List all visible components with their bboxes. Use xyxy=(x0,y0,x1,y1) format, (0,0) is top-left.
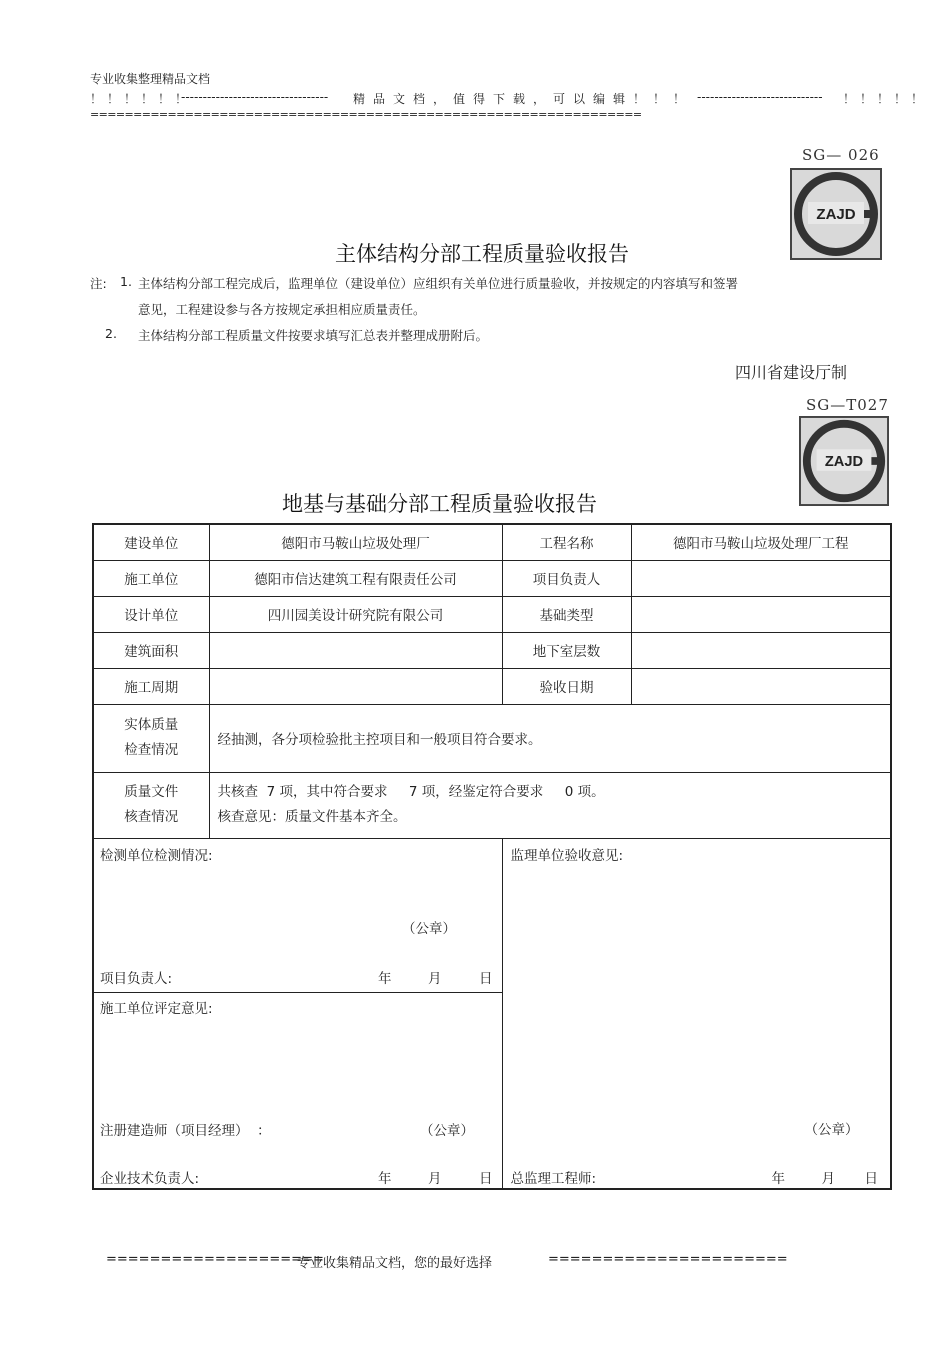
value-project-name: 德阳市马鞍山垃圾处理厂工程 xyxy=(631,524,891,560)
label-acceptance-date: 验收日期 xyxy=(502,668,631,704)
test-unit-person: 项目负责人: xyxy=(100,970,173,987)
logo-text: ZAJD xyxy=(824,453,864,470)
table-row xyxy=(93,560,891,596)
value-entity-quality: 经抽测，各分项检验批主控项目和一般项目符合要求。 xyxy=(209,704,891,772)
header-slogan: 精品文档，值得下载，可以编辑！！！ xyxy=(353,92,694,106)
supervise-cell xyxy=(502,838,891,1189)
construct-unit-month: 月 xyxy=(428,1170,442,1187)
label-construction-period: 施工周期 xyxy=(93,668,209,704)
label-entity-quality-b: 检查情况 xyxy=(124,742,179,758)
value-owner: 德阳市马鞍山垃圾处理厂 xyxy=(209,524,502,560)
value-project-lead xyxy=(631,560,891,596)
zajd-logo-1 xyxy=(786,146,886,262)
logo-code: SG— 026 xyxy=(802,146,880,164)
table-row xyxy=(93,704,891,772)
value-foundation-type xyxy=(631,596,891,632)
logo-text: ZAJD xyxy=(816,206,856,223)
table-row xyxy=(93,596,891,632)
supervise-day: 日 xyxy=(864,1170,878,1187)
label-owner: 建设单位 xyxy=(93,524,209,560)
construct-unit-tech: 企业技术负责人: xyxy=(100,1170,200,1187)
construct-unit-engineer: 注册建造师（项目经理） ： xyxy=(100,1122,271,1139)
test-unit-seal: （公章） xyxy=(402,920,456,937)
table-row xyxy=(93,632,891,668)
acceptance-form-table xyxy=(92,523,892,1190)
construct-unit-title: 施工单位评定意见: xyxy=(100,1000,213,1017)
value-designer: 四川园美设计研究院有限公司 xyxy=(209,596,502,632)
label-basement-floors: 地下室层数 xyxy=(502,632,631,668)
note1-line1: 主体结构分部工程完成后，监理单位（建设单位）应组织有关单位进行质量验收，并按规定的内容填写和签署 xyxy=(138,276,739,291)
note1-num: 1. xyxy=(120,274,132,289)
header-exclaim-left: ！！！！！！ xyxy=(90,92,193,106)
note2-num: 2. xyxy=(105,326,117,341)
publisher: 四川省建设厅制 xyxy=(735,363,848,382)
table-row xyxy=(93,838,891,992)
title-main-structure: 主体结构分部工程质量验收报告 xyxy=(335,242,629,266)
header-rule: ================================================================ xyxy=(90,108,642,121)
zajd-g-icon xyxy=(790,168,882,260)
footer-rule-left: ==================== xyxy=(106,1252,324,1267)
construct-unit-seal: （公章） xyxy=(420,1122,474,1139)
value-basement-floors xyxy=(631,632,891,668)
logo-code: SG—T027 xyxy=(806,396,889,414)
value-floor-area xyxy=(209,632,502,668)
construct-unit-cell xyxy=(93,992,502,1189)
construct-unit-day: 日 xyxy=(479,1170,493,1187)
label-designer: 设计单位 xyxy=(93,596,209,632)
header-dashes-right: ----------------------------- xyxy=(697,90,823,104)
header-line1: 专业收集整理精品文档 xyxy=(90,72,211,86)
supervise-month: 月 xyxy=(821,1170,835,1187)
zajd-logo-2 xyxy=(796,396,892,508)
value-doc-check xyxy=(209,772,891,838)
supervise-year: 年 xyxy=(771,1170,785,1187)
value-contractor: 德阳市信达建筑工程有限责任公司 xyxy=(209,560,502,596)
supervise-chief: 总监理工程师: xyxy=(510,1170,597,1187)
construct-unit-year: 年 xyxy=(378,1170,392,1187)
note1-line2: 意见，工程建设参与各方按规定承担相应质量责任。 xyxy=(138,302,426,317)
label-doc-check xyxy=(93,772,209,838)
footer-rule-right: ====================== xyxy=(548,1252,788,1267)
test-unit-year: 年 xyxy=(378,970,392,987)
header-dashes-left: ---------------------------------- xyxy=(181,90,329,104)
note-prefix: 注: xyxy=(90,276,107,291)
label-project-lead: 项目负责人 xyxy=(502,560,631,596)
doc-check-counts: 共核查 7 项，其中符合要求 7 项，经鉴定符合要求 0 项。 xyxy=(217,784,605,800)
title-foundation: 地基与基础分部工程质量验收报告 xyxy=(282,492,597,516)
zajd-g-icon xyxy=(799,416,889,506)
label-doc-check-b: 核查情况 xyxy=(124,809,179,825)
supervise-title: 监理单位验收意见: xyxy=(510,847,624,864)
label-entity-quality-a: 实体质量 xyxy=(124,717,179,733)
label-floor-area: 建筑面积 xyxy=(93,632,209,668)
label-doc-check-a: 质量文件 xyxy=(124,784,179,800)
label-contractor: 施工单位 xyxy=(93,560,209,596)
test-unit-title: 检测单位检测情况: xyxy=(100,847,213,864)
test-unit-cell xyxy=(93,838,502,992)
doc-check-opinion: 核查意见：质量文件基本齐全。 xyxy=(217,809,407,825)
header-exclaim-right: ！！！！！ xyxy=(843,92,929,106)
value-construction-period xyxy=(209,668,502,704)
table-row xyxy=(93,668,891,704)
table-row xyxy=(93,524,891,560)
label-entity-quality xyxy=(93,704,209,772)
value-acceptance-date xyxy=(631,668,891,704)
note2-text: 主体结构分部工程质量文件按要求填写汇总表并整理成册附后。 xyxy=(138,328,489,343)
label-project-name: 工程名称 xyxy=(502,524,631,560)
test-unit-month: 月 xyxy=(428,970,442,987)
label-foundation-type: 基础类型 xyxy=(502,596,631,632)
test-unit-day: 日 xyxy=(479,970,493,987)
table-row xyxy=(93,772,891,838)
footer-text: 专业收集精品文档，您的最好选择 xyxy=(297,1256,493,1271)
supervise-seal: （公章） xyxy=(804,1121,859,1138)
